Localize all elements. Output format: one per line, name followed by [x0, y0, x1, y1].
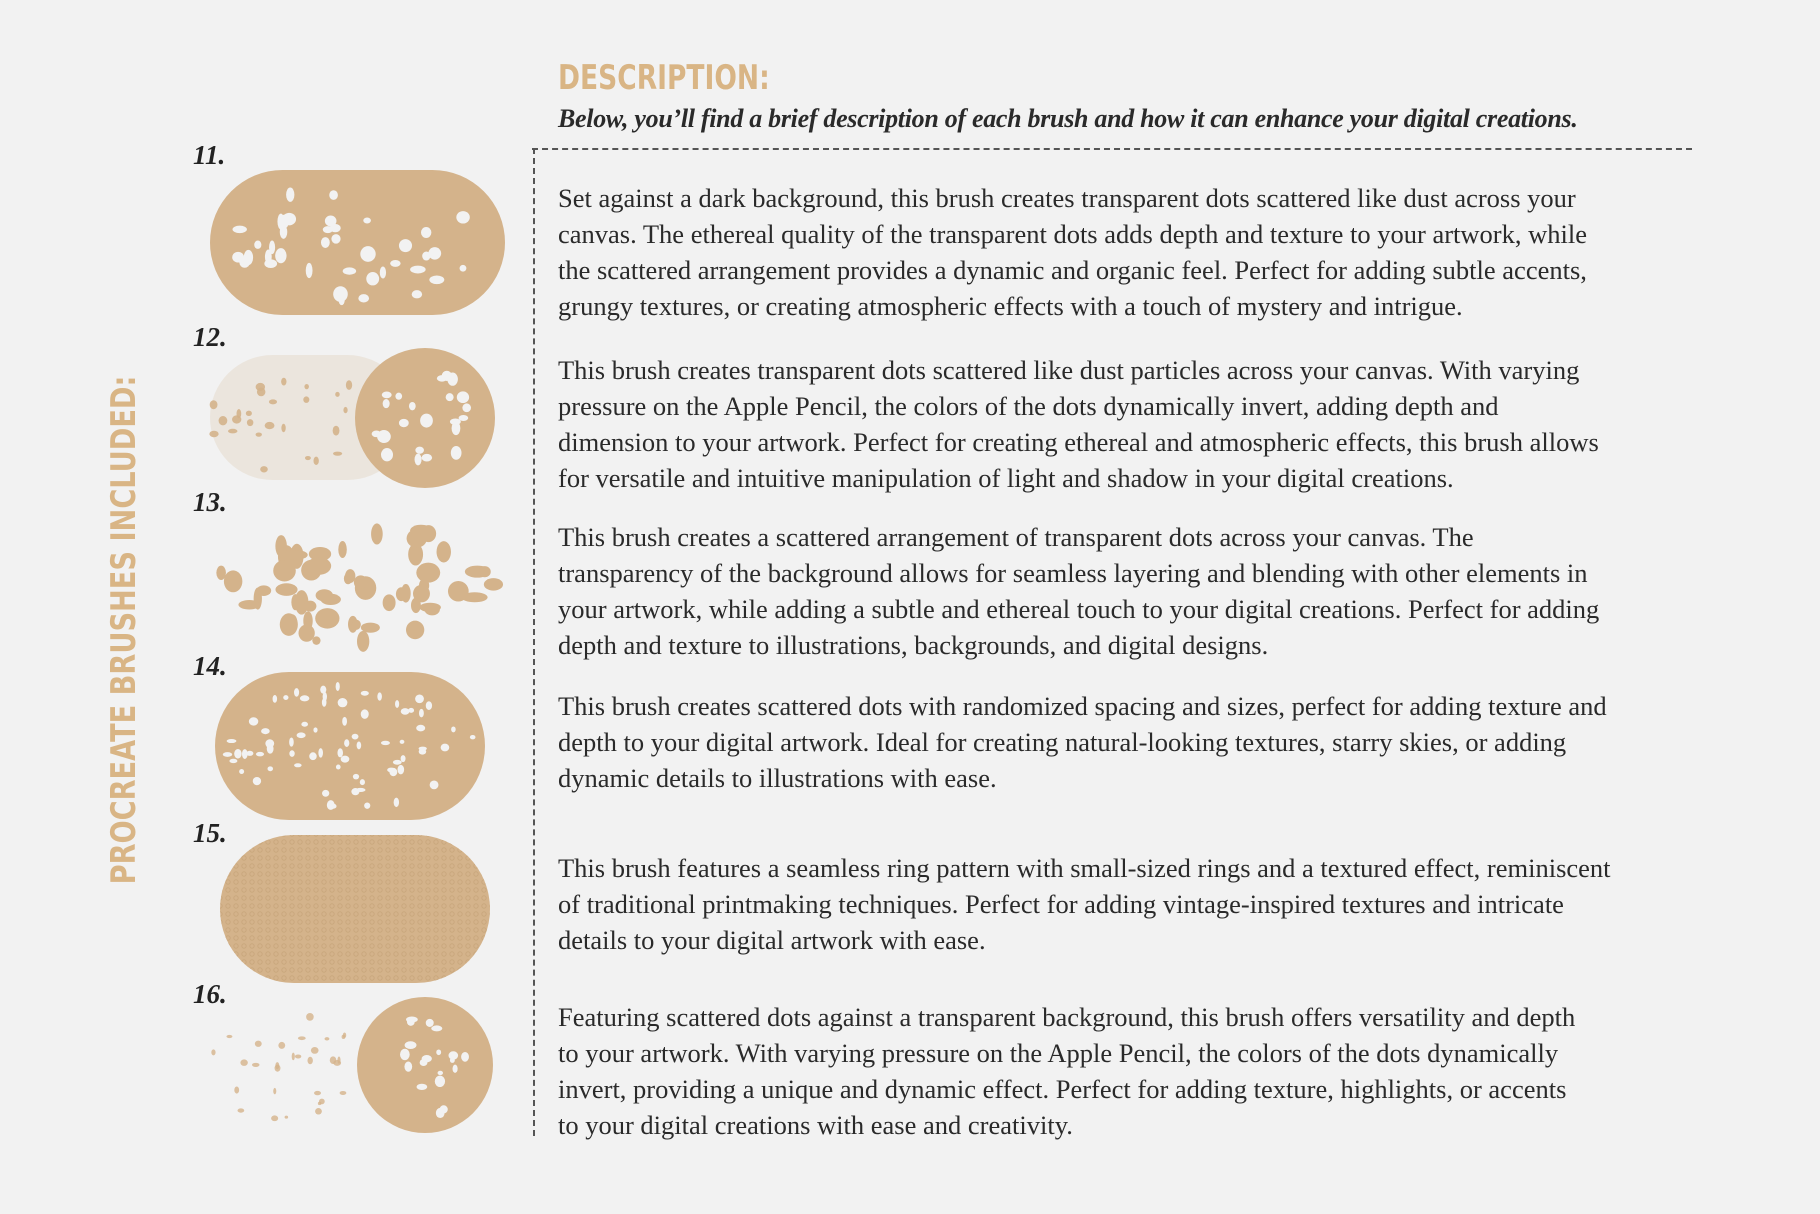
- ring-texture: [220, 835, 490, 983]
- brush-description: [558, 519, 1599, 663]
- brush-dot: [400, 740, 405, 744]
- brush-dot: [395, 700, 399, 708]
- brush-dot: [341, 756, 350, 763]
- description-line: This brush creates transparent dots scattered like dust particles across your canvas. With varying: [558, 355, 1580, 385]
- brush-dot: [223, 752, 232, 757]
- brush-dot: [411, 598, 421, 613]
- brush-dot: [277, 214, 284, 230]
- brush-dot: [240, 1059, 247, 1066]
- brush-dot: [421, 227, 431, 238]
- brush-dot: [232, 415, 241, 423]
- brush-dot: [363, 218, 371, 224]
- brush-dot: [304, 601, 316, 612]
- brush-dot: [271, 1115, 278, 1121]
- brush-dot: [313, 457, 318, 465]
- brush-dot: [419, 747, 427, 751]
- brush-dot: [252, 1063, 259, 1067]
- brush-dot: [210, 400, 218, 409]
- brush-dot: [354, 575, 368, 589]
- brush-dot: [273, 695, 278, 703]
- brush-dot: [295, 1054, 301, 1058]
- brush-dot: [254, 240, 261, 248]
- brush-dot: [247, 419, 253, 426]
- brush-dot: [238, 1108, 245, 1112]
- brush-dot: [292, 1053, 295, 1061]
- brush-dot: [256, 433, 262, 437]
- brush-14-preview: [200, 662, 510, 822]
- brush-dot: [315, 608, 339, 628]
- brush-dot: [447, 372, 458, 385]
- brush-dot: [412, 290, 422, 298]
- brush-dot: [415, 694, 424, 703]
- brush-dot: [426, 701, 432, 710]
- description-line: the scattered arrangement provides a dynamic and organic feel. Perfect for adding subtle accents,: [558, 255, 1587, 285]
- brush-dot: [336, 764, 341, 769]
- brush-dot: [211, 1049, 215, 1055]
- brush-dot: [219, 416, 228, 425]
- description-line: grungy textures, or creating atmospheric effects with a touch of mystery and intrigue.: [558, 291, 1463, 321]
- brush-dot: [343, 267, 356, 274]
- brush-dot: [356, 788, 366, 792]
- brush-dot: [352, 620, 361, 630]
- brush-dot: [246, 751, 253, 756]
- brush-dot: [321, 237, 330, 248]
- description-line: details to your digital artwork with ease.: [558, 925, 986, 955]
- brush-dot: [364, 802, 370, 808]
- brush-dot: [264, 259, 277, 268]
- brush-dot: [318, 1102, 322, 1105]
- brush-dot: [300, 695, 309, 701]
- brush-dot: [380, 266, 386, 278]
- brush-dot: [281, 378, 286, 386]
- brush-dot: [409, 402, 416, 410]
- brush-dot: [377, 692, 382, 700]
- brush-dot: [255, 1041, 262, 1047]
- description-line: This brush creates scattered dots with randomized spacing and sizes, perfect for adding texture and: [558, 691, 1607, 721]
- brush-dot: [229, 759, 237, 763]
- description-line: depth to your digital artwork. Ideal for creating natural-looking textures, starry skies, or adding: [558, 727, 1567, 757]
- brush-dot: [421, 525, 436, 542]
- brush-dot: [462, 592, 488, 602]
- description-line: to your artwork. With varying pressure on the Apple Pencil, the colors of the dots dynamically: [558, 1038, 1559, 1068]
- brush-dot: [239, 769, 244, 774]
- brush-dot: [275, 248, 286, 263]
- brush-dot: [453, 1065, 458, 1073]
- brush-dot: [401, 755, 406, 762]
- brush-dot: [232, 252, 244, 263]
- brush-dot: [450, 418, 461, 425]
- side-label: [104, 312, 144, 948]
- brush-dot: [289, 737, 294, 746]
- brush-dot: [301, 722, 308, 727]
- brush-dot: [361, 691, 369, 696]
- brush-dot: [312, 636, 320, 644]
- brush-dot: [381, 448, 393, 461]
- brush-dot: [275, 535, 286, 557]
- brush-dot: [431, 1025, 442, 1031]
- brush-dot: [344, 739, 349, 747]
- description-line: dimension to your artwork. Perfect for creating ethereal and atmospheric effects, this brush allows: [558, 427, 1599, 457]
- brush-dot: [398, 765, 405, 774]
- brush-dot: [278, 1042, 285, 1049]
- brush-dot: [330, 804, 337, 809]
- brush-dot: [303, 396, 309, 403]
- brush-number: 13.: [193, 487, 227, 517]
- brush-dot: [306, 263, 313, 278]
- brush-dot: [357, 631, 369, 652]
- brush-dot: [429, 275, 444, 284]
- brush-dot: [361, 623, 380, 633]
- brush-dot: [339, 296, 345, 306]
- brush-dot: [422, 454, 433, 462]
- brush-dot: [357, 742, 362, 750]
- brush-dot: [381, 741, 390, 745]
- brush-dot: [322, 790, 329, 797]
- brush-dot: [325, 1037, 330, 1040]
- brush-number: 11.: [193, 140, 226, 170]
- brush-stroke: [210, 170, 505, 315]
- brush-dot: [446, 393, 454, 401]
- brush-dot: [285, 1116, 289, 1119]
- brush-dot: [260, 466, 268, 472]
- brush-dot: [333, 452, 342, 456]
- brush-dot: [238, 600, 260, 610]
- description-line: This brush features a seamless ring pattern with small-sized rings and a textured effect, reminiscent: [558, 853, 1611, 883]
- brush-dot: [353, 774, 359, 780]
- brush-dot: [318, 748, 323, 758]
- brush-dot: [314, 1091, 321, 1095]
- brush-dot: [323, 226, 333, 233]
- brush-dot: [410, 266, 426, 274]
- brush-dot: [358, 294, 369, 302]
- brush-dot: [437, 375, 447, 381]
- brush-dot: [281, 424, 285, 432]
- brush-dot: [400, 1049, 410, 1060]
- brush-dot: [286, 188, 294, 202]
- brush-dot: [273, 1088, 276, 1094]
- brush-dot: [419, 603, 441, 612]
- brush-number: 16.: [193, 979, 227, 1009]
- brush-12-preview: [200, 340, 510, 500]
- brush-dot: [346, 380, 352, 390]
- brush-dot: [282, 213, 296, 226]
- brush-dot: [399, 239, 412, 252]
- description-line: of traditional printmaking techniques. Perfect for adding vintage-inspired textures and intricate: [558, 889, 1564, 919]
- brush-dot: [451, 446, 462, 460]
- brush-dot: [226, 1035, 232, 1038]
- brush-dot: [387, 768, 395, 773]
- brush-dot: [382, 392, 392, 399]
- brush-dot: [209, 431, 218, 437]
- brush-description: [558, 688, 1607, 796]
- side-label-text: PROCREATE BRUSHES INCLUDED:: [104, 375, 144, 885]
- brush-dot: [257, 388, 266, 397]
- brush-dot: [404, 1062, 412, 1072]
- brush-number: 15.: [193, 818, 227, 848]
- brush-dot: [461, 1052, 469, 1062]
- brush-dot: [333, 426, 340, 436]
- description-line: Featuring scattered dots against a transparent background, this brush offers versatility and depth: [558, 1002, 1576, 1032]
- brush-dot: [460, 265, 467, 272]
- brush-dot: [417, 1084, 428, 1090]
- brush-dot: [415, 447, 424, 454]
- brush-dot: [335, 392, 340, 397]
- brush-dot: [313, 727, 317, 732]
- brush-dot: [394, 798, 399, 807]
- brush-dot: [451, 726, 456, 732]
- description-line: invert, providing a unique and dynamic effect. Perfect for adding texture, highlights, or accents: [558, 1074, 1567, 1104]
- brush-dot: [435, 1076, 445, 1087]
- brush-dot: [298, 1036, 306, 1040]
- brush-dot: [448, 1051, 458, 1059]
- vertical-divider: [533, 148, 535, 1136]
- brush-dot: [479, 566, 491, 577]
- brush-dot: [340, 1091, 347, 1095]
- brush-dot: [294, 688, 299, 697]
- brush-dot: [428, 247, 441, 259]
- brush-dot: [253, 777, 261, 785]
- brush-dot: [430, 780, 439, 789]
- brush-dot: [390, 260, 401, 267]
- brush-dot: [422, 252, 430, 261]
- brush-dot: [267, 744, 274, 754]
- brush-dot: [437, 541, 451, 562]
- brush-description: [558, 999, 1575, 1143]
- brush-dot: [325, 216, 337, 227]
- brush-dot: [419, 709, 424, 718]
- brush-dot: [311, 1047, 319, 1054]
- brush-15-preview: [200, 830, 510, 990]
- brush-dot: [377, 430, 391, 443]
- description-line: depth and texture to illustrations, backgrounds, and digital designs.: [558, 630, 1269, 660]
- brush-number: 14.: [193, 651, 227, 681]
- brush-dot: [289, 750, 294, 757]
- brush-dot: [383, 594, 396, 611]
- brush-dot: [275, 583, 297, 596]
- brush-dot: [416, 725, 425, 732]
- brush-dot: [321, 594, 341, 605]
- brush-dot: [337, 748, 343, 757]
- brush-dot: [304, 384, 309, 389]
- brush-dot: [462, 403, 471, 412]
- brush-number: 12.: [193, 322, 227, 352]
- brush-dot: [261, 728, 270, 734]
- brush-dot: [338, 698, 348, 707]
- brush-dot: [268, 766, 273, 771]
- brush-dot: [331, 234, 340, 244]
- description-subtitle: Below, you’ll find a brief description of each brush and how it can enhance your digital creations.: [558, 104, 1578, 133]
- description-line: dynamic details to illustrations with ease.: [558, 763, 997, 793]
- brush-dot: [323, 692, 327, 701]
- brush-dot: [336, 682, 340, 691]
- brush-dot: [441, 744, 450, 752]
- brush-dot: [273, 560, 296, 582]
- brush-description: [558, 180, 1587, 324]
- brush-dot: [329, 190, 338, 200]
- description-heading: DESCRIPTION:: [558, 58, 770, 98]
- brush-11-preview: [200, 160, 510, 320]
- brush-dot: [309, 752, 316, 760]
- brush-dot: [484, 578, 503, 590]
- brush-dot: [256, 752, 264, 757]
- brush-dot: [406, 621, 424, 640]
- brush-dot: [415, 454, 422, 466]
- brush-dot: [371, 523, 383, 544]
- brush-description: [558, 352, 1599, 496]
- brush-dot: [364, 249, 371, 255]
- brush-dot: [401, 708, 410, 715]
- brush-dot: [395, 393, 402, 400]
- brush-dot: [438, 1071, 443, 1075]
- brush-dot: [361, 709, 369, 719]
- brush-dot: [352, 734, 359, 740]
- description-line: canvas. The ethereal quality of the transparent dots adds depth and texture to your artwork, while: [558, 219, 1587, 249]
- brush-dot: [224, 570, 242, 592]
- brush-dot: [305, 456, 311, 460]
- brush-dot: [407, 1018, 415, 1026]
- brush-dot: [234, 749, 241, 759]
- brush-dot: [366, 272, 379, 285]
- brush-dot: [399, 419, 409, 427]
- brush-dot: [269, 399, 277, 404]
- description-line: Set against a dark background, this brush creates transparent dots scattered like dust across your: [558, 183, 1576, 213]
- brush-dot: [280, 613, 298, 636]
- brush-dot: [422, 1055, 432, 1062]
- description-line: transparency of the background allows for seamless layering and blending with other elements in: [558, 558, 1588, 588]
- brush-dot: [338, 541, 347, 558]
- brush-dot: [343, 407, 347, 413]
- brush-dot: [405, 1041, 417, 1049]
- brush-dot: [275, 1062, 279, 1069]
- brush-dot: [244, 250, 253, 265]
- description-line: your artwork, while adding a subtle and ethereal touch to your digital creations. Perfect for adding: [558, 594, 1600, 624]
- brush-dot: [307, 557, 331, 575]
- description-line: to your digital creations with ease and creativity.: [558, 1110, 1073, 1140]
- brush-dot: [227, 739, 237, 743]
- brush-description: [558, 850, 1611, 958]
- brush-dot: [285, 550, 308, 560]
- brush-dot: [283, 695, 288, 700]
- brush-dot: [297, 732, 306, 738]
- brush-dot: [246, 411, 252, 416]
- brush-dot: [470, 735, 476, 739]
- brush-dot: [436, 1108, 445, 1118]
- brush-dot: [233, 226, 247, 233]
- brush-dot: [269, 241, 275, 255]
- brush-dot: [234, 1086, 239, 1093]
- brush-13-preview: [200, 508, 510, 668]
- description-line: pressure on the Apple Pencil, the colors of the dots dynamically invert, adding depth and: [558, 391, 1499, 421]
- description-line: for versatile and intuitive manipulation of light and shadow in your digital creations.: [558, 463, 1454, 493]
- horizontal-divider: [532, 148, 1692, 150]
- brush-dot: [416, 563, 440, 583]
- brush-dot: [337, 1057, 340, 1064]
- brush-dot: [303, 611, 312, 630]
- brush-dot: [265, 422, 275, 429]
- brush-dot: [393, 760, 402, 765]
- brush-dot: [315, 1108, 322, 1114]
- brush-dot: [342, 717, 347, 726]
- description-line: This brush creates a scattered arrangement of transparent dots across your canvas. The: [558, 522, 1474, 552]
- brush-dot: [456, 211, 469, 223]
- brush-dot: [345, 569, 355, 583]
- brush-dot: [249, 717, 258, 725]
- brush-dot: [401, 584, 411, 603]
- brush-dot: [342, 1035, 346, 1039]
- brush-dot: [383, 399, 390, 408]
- brush-dot: [426, 1019, 434, 1027]
- brush-dot: [360, 779, 365, 785]
- brush-dot: [294, 763, 302, 767]
- brush-dot: [457, 391, 469, 403]
- brush-dot: [307, 1057, 312, 1064]
- brush-dot: [306, 1013, 314, 1021]
- brush-dot: [436, 1049, 441, 1055]
- brush-dot: [228, 429, 237, 434]
- brush-dot: [256, 585, 271, 596]
- brush-16-preview: [200, 985, 510, 1145]
- brush-dot: [420, 414, 433, 428]
